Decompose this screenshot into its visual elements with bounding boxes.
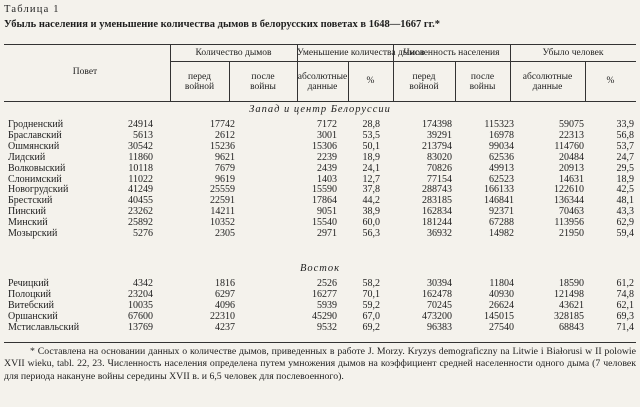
table-row xyxy=(0,163,640,174)
table-row xyxy=(0,141,640,152)
smoke-after: 9621 xyxy=(215,151,235,163)
smoke-after: 14211 xyxy=(210,206,235,218)
table-row xyxy=(0,217,640,228)
killed-abs: 114760 xyxy=(554,140,584,152)
decrease-percent: 24,1 xyxy=(362,162,380,174)
smoke-after: 7679 xyxy=(215,162,235,174)
population-after: 49913 xyxy=(489,162,514,174)
smoke-before: 10035 xyxy=(128,299,153,311)
decrease-percent: 53,5 xyxy=(362,129,380,141)
decrease-abs: 45290 xyxy=(312,310,337,322)
smoke-after: 9619 xyxy=(215,173,235,185)
decrease-abs: 2526 xyxy=(317,278,337,289)
decrease-percent: 58,2 xyxy=(362,278,380,289)
killed-percent: 74,8 xyxy=(616,288,634,300)
population-after: 16978 xyxy=(489,129,514,141)
decrease-percent: 69,2 xyxy=(362,321,380,333)
killed-percent: 53,7 xyxy=(616,140,634,152)
killed-percent: 71,4 xyxy=(616,321,634,333)
table-row xyxy=(0,278,640,289)
table-row xyxy=(0,206,640,217)
povet-name: Пинский xyxy=(8,206,46,218)
killed-abs: 18590 xyxy=(559,278,584,289)
population-after: 166133 xyxy=(484,184,514,196)
smoke-after: 1816 xyxy=(215,278,235,289)
population-after: 67288 xyxy=(489,217,514,229)
population-before: 70826 xyxy=(427,162,452,174)
smoke-after: 25559 xyxy=(210,184,235,196)
population-before: 288743 xyxy=(422,184,452,196)
population-before: 83020 xyxy=(427,151,452,163)
population-after: 40930 xyxy=(489,288,514,300)
smoke-before: 40455 xyxy=(128,195,153,207)
population-before: 36932 xyxy=(427,228,452,239)
smoke-before: 25892 xyxy=(128,217,153,229)
povet-name: Новогрудский xyxy=(8,184,69,196)
decrease-percent: 59,2 xyxy=(362,299,380,311)
smoke-before: 30542 xyxy=(128,140,153,152)
smoke-after: 22310 xyxy=(210,310,235,322)
population-after: 115323 xyxy=(484,119,514,130)
population-before: 162834 xyxy=(422,206,452,218)
population-after: 99034 xyxy=(489,140,514,152)
povet-name: Ошмянский xyxy=(8,140,60,152)
region-heading: Запад и центр Белоруссии xyxy=(249,104,391,115)
population-before: 77154 xyxy=(427,173,452,185)
header-after-war: после войны xyxy=(250,72,276,92)
decrease-abs: 17864 xyxy=(312,195,337,207)
killed-abs: 59075 xyxy=(559,119,584,130)
killed-percent: 62,9 xyxy=(616,217,634,229)
table-row xyxy=(0,195,640,206)
killed-percent: 62,1 xyxy=(616,299,634,311)
killed-percent: 29,5 xyxy=(616,162,634,174)
decrease-percent: 28,8 xyxy=(362,119,380,130)
smoke-after: 2305 xyxy=(215,228,235,239)
population-after: 92371 xyxy=(489,206,514,218)
povet-name: Витебский xyxy=(8,299,54,311)
povet-name: Оршанский xyxy=(8,310,58,322)
smoke-before: 4342 xyxy=(133,278,153,289)
killed-abs: 113956 xyxy=(554,217,584,229)
smoke-after: 6297 xyxy=(215,288,235,300)
smoke-before: 5276 xyxy=(133,228,153,239)
smoke-after: 4096 xyxy=(215,299,235,311)
povet-name: Слонимский xyxy=(8,173,62,185)
povet-name: Браславский xyxy=(8,129,62,141)
smoke-before: 24914 xyxy=(128,119,153,130)
population-after: 145015 xyxy=(484,310,514,322)
smoke-before: 23262 xyxy=(128,206,153,218)
population-before: 70245 xyxy=(427,299,452,311)
killed-abs: 21950 xyxy=(559,228,584,239)
killed-percent: 59,4 xyxy=(616,228,634,239)
killed-abs: 122610 xyxy=(554,184,584,196)
header-percent: % xyxy=(366,76,375,86)
decrease-abs: 16277 xyxy=(312,288,337,300)
table-row xyxy=(0,184,640,195)
decrease-percent: 50,1 xyxy=(362,140,380,152)
decrease-abs: 3001 xyxy=(317,129,337,141)
povet-name: Мстиславльский xyxy=(8,321,80,333)
decrease-abs: 2439 xyxy=(317,162,337,174)
decrease-percent: 70,1 xyxy=(362,288,380,300)
smoke-after: 2612 xyxy=(215,129,235,141)
killed-abs: 43621 xyxy=(559,299,584,311)
killed-abs: 68843 xyxy=(559,321,584,333)
header-population: Численность населения xyxy=(403,48,500,58)
killed-percent: 69,3 xyxy=(616,310,634,322)
header-before-war: перед войной xyxy=(409,72,439,92)
killed-abs: 20913 xyxy=(559,162,584,174)
killed-percent: 43,3 xyxy=(616,206,634,218)
killed-percent: 56,8 xyxy=(616,129,634,141)
decrease-abs: 9532 xyxy=(317,321,337,333)
smoke-before: 67600 xyxy=(128,310,153,322)
population-before: 174398 xyxy=(422,119,452,130)
table-row xyxy=(0,152,640,163)
table-row xyxy=(0,174,640,185)
population-after: 11804 xyxy=(489,278,514,289)
population-before: 181244 xyxy=(422,217,452,229)
table-row xyxy=(0,289,640,300)
population-before: 39291 xyxy=(427,129,452,141)
smoke-after: 22591 xyxy=(210,195,235,207)
table-row xyxy=(0,130,640,141)
header-killed: Убыло человек xyxy=(542,48,604,58)
killed-abs: 14631 xyxy=(559,173,584,185)
decrease-percent: 67,0 xyxy=(362,310,380,322)
smoke-before: 11860 xyxy=(128,151,153,163)
population-after: 62536 xyxy=(489,151,514,163)
killed-abs: 22313 xyxy=(559,129,584,141)
population-before: 30394 xyxy=(427,278,452,289)
decrease-percent: 38,9 xyxy=(362,206,380,218)
povet-name: Полоцкий xyxy=(8,288,51,300)
decrease-abs: 2239 xyxy=(317,151,337,163)
population-before: 162478 xyxy=(422,288,452,300)
decrease-percent: 12,7 xyxy=(362,173,380,185)
table-row xyxy=(0,300,640,311)
povet-name: Минский xyxy=(8,217,48,229)
decrease-abs: 15306 xyxy=(312,140,337,152)
decrease-abs: 15590 xyxy=(312,184,337,196)
population-before: 213794 xyxy=(422,140,452,152)
decrease-abs: 15540 xyxy=(312,217,337,229)
table-title: Убыль населения и уменьшение количества дымов в белорусских поветах в 1648—1667 гг.* xyxy=(4,19,441,30)
povet-name: Речицкий xyxy=(8,278,49,289)
population-after: 27540 xyxy=(489,321,514,333)
header-before-war: перед войной xyxy=(184,72,215,92)
killed-percent: 18,9 xyxy=(616,173,634,185)
povet-name: Волковыский xyxy=(8,162,66,174)
header-smoke-count: Количество дымов xyxy=(195,48,272,58)
decrease-percent: 18,9 xyxy=(362,151,380,163)
killed-percent: 61,2 xyxy=(616,278,634,289)
table-bottom-rule xyxy=(4,342,636,343)
decrease-percent: 37,8 xyxy=(362,184,380,196)
povet-name: Гродненский xyxy=(8,119,64,130)
povet-name: Мозырский xyxy=(8,228,58,239)
population-before: 283185 xyxy=(422,195,452,207)
killed-abs: 121498 xyxy=(554,288,584,300)
smoke-after: 15236 xyxy=(210,140,235,152)
povet-name: Брестский xyxy=(8,195,53,207)
table-row xyxy=(0,311,640,322)
killed-abs: 328185 xyxy=(554,310,584,322)
header-top-rule xyxy=(4,44,636,45)
footnote: * Составлена на основании данных о количестве дымов, приведенных в работе J. Morzy. Kryzys demograficzny na Litwie i Białorusi w II polowie XVII wieku, tabl. 22, 23. Численность населения определена путем умножения дымов на коэффициент средней населенности одного дыма (7 человек для периода накануне войны середины XVII в. и 6,5 человек для послевоенного). xyxy=(4,346,636,382)
killed-percent: 42,5 xyxy=(616,184,634,196)
povet-name: Лидский xyxy=(8,151,46,163)
smoke-before: 5613 xyxy=(133,129,153,141)
smoke-after: 4237 xyxy=(215,321,235,333)
header-povet: Повет xyxy=(72,67,98,77)
header-absolute: абсолютные данные xyxy=(522,72,573,92)
group-header-rule xyxy=(170,61,636,62)
region-heading: Восток xyxy=(299,263,341,274)
header-bottom-rule xyxy=(4,101,636,102)
killed-percent: 33,9 xyxy=(616,119,634,130)
decrease-percent: 44,2 xyxy=(362,195,380,207)
header-after-war: после войны xyxy=(469,72,496,92)
header-smoke-decrease: Уменьшение количества дымов xyxy=(297,48,425,58)
smoke-after: 10352 xyxy=(210,217,235,229)
table-row xyxy=(0,119,640,130)
killed-abs: 136344 xyxy=(554,195,584,207)
smoke-after: 17742 xyxy=(210,119,235,130)
population-before: 473200 xyxy=(422,310,452,322)
killed-percent: 24,7 xyxy=(616,151,634,163)
population-after: 14982 xyxy=(489,228,514,239)
decrease-percent: 56,3 xyxy=(362,228,380,239)
decrease-abs: 9051 xyxy=(317,206,337,218)
decrease-abs: 2971 xyxy=(317,228,337,239)
table-row xyxy=(0,228,640,239)
decrease-abs: 1403 xyxy=(317,173,337,185)
smoke-before: 11022 xyxy=(128,173,153,185)
decrease-abs: 7172 xyxy=(317,119,337,130)
smoke-before: 10118 xyxy=(128,162,153,174)
table-label: Таблица 1 xyxy=(4,4,60,15)
killed-abs: 70463 xyxy=(559,206,584,218)
smoke-before: 23204 xyxy=(128,288,153,300)
smoke-before: 41249 xyxy=(128,184,153,196)
decrease-percent: 60,0 xyxy=(362,217,380,229)
smoke-before: 13769 xyxy=(128,321,153,333)
population-after: 62523 xyxy=(489,173,514,185)
table-row xyxy=(0,322,640,333)
killed-percent: 48,1 xyxy=(616,195,634,207)
decrease-abs: 5939 xyxy=(317,299,337,311)
header-percent: % xyxy=(606,76,615,86)
population-after: 146841 xyxy=(484,195,514,207)
header-absolute: абсолютные данные xyxy=(297,72,348,92)
population-after: 26624 xyxy=(489,299,514,311)
killed-abs: 20484 xyxy=(559,151,584,163)
population-before: 96383 xyxy=(427,321,452,333)
